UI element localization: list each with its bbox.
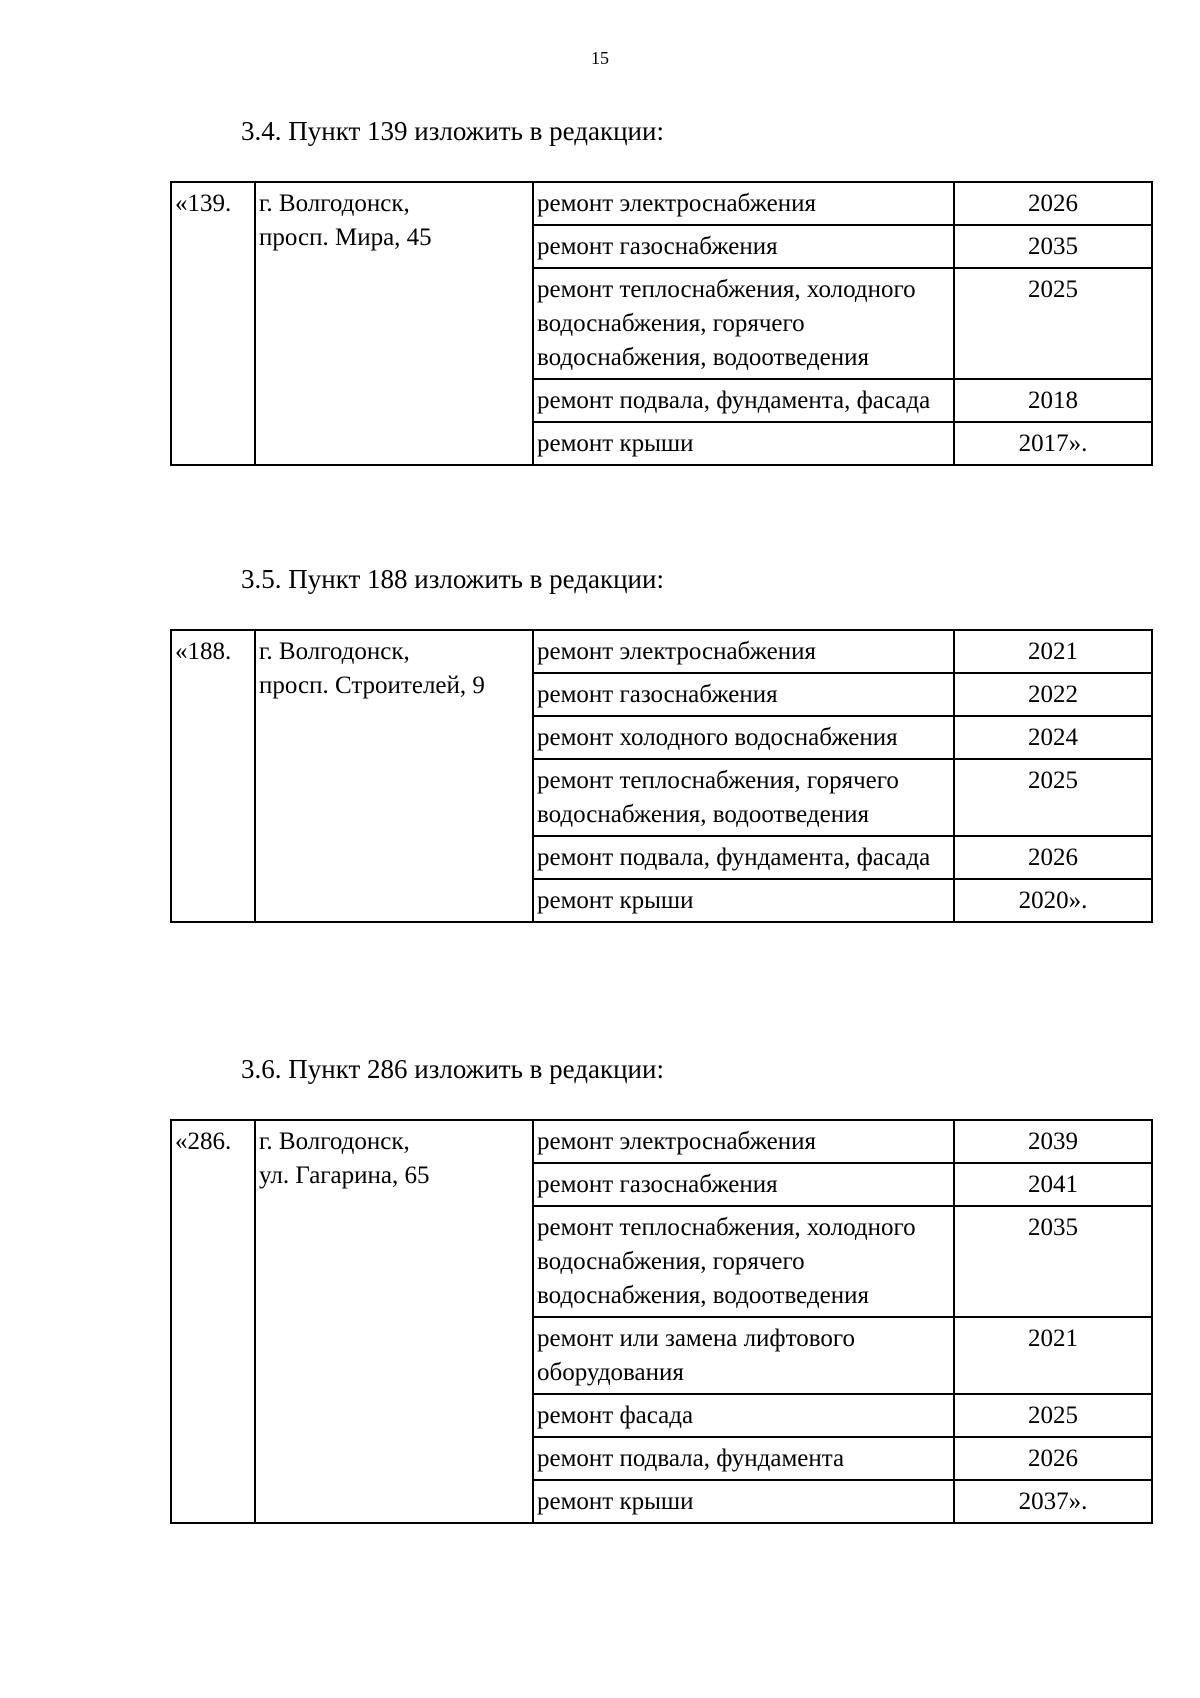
- works-table: [170, 181, 1153, 466]
- page-number: 15: [591, 48, 609, 68]
- work-type: ремонт подвала, фундамента, фасада: [533, 836, 954, 879]
- work-year: 2025: [954, 268, 1152, 379]
- work-year: 2022: [954, 673, 1152, 716]
- work-year: 2026: [954, 836, 1152, 879]
- work-year: 2026: [954, 1437, 1152, 1480]
- work-type: ремонт холодного водоснабжения: [533, 716, 954, 759]
- work-type: ремонт подвала, фундамента: [533, 1437, 954, 1480]
- work-year: 2039: [954, 1120, 1152, 1163]
- item-address: г. Волгодонск, просп. Строителей, 9: [255, 630, 533, 922]
- section-heading: 3.5. Пункт 188 изложить в редакции:: [241, 564, 664, 594]
- work-type: ремонт теплоснабжения, горячего водоснабжения, водоотведения: [533, 759, 954, 836]
- section-heading: 3.6. Пункт 286 изложить в редакции:: [241, 1054, 664, 1084]
- item-number: «139.: [171, 182, 255, 465]
- work-year: 2020».: [954, 879, 1152, 922]
- works-table: [170, 1119, 1153, 1524]
- work-year: 2041: [954, 1163, 1152, 1206]
- work-year: 2017».: [954, 422, 1152, 465]
- work-type: ремонт электроснабжения: [533, 1120, 954, 1163]
- work-type: ремонт фасада: [533, 1394, 954, 1437]
- work-type: ремонт крыши: [533, 1480, 954, 1523]
- work-type: ремонт электроснабжения: [533, 182, 954, 225]
- work-type: ремонт крыши: [533, 879, 954, 922]
- work-type: ремонт теплоснабжения, холодного водоснабжения, горячего водоснабжения, водоотведения: [533, 1206, 954, 1317]
- work-type: ремонт газоснабжения: [533, 673, 954, 716]
- item-address: г. Волгодонск, просп. Мира, 45: [255, 182, 533, 465]
- work-year: 2018: [954, 379, 1152, 422]
- work-year: 2021: [954, 1317, 1152, 1394]
- work-type: ремонт подвала, фундамента, фасада: [533, 379, 954, 422]
- work-type: ремонт газоснабжения: [533, 1163, 954, 1206]
- work-year: 2021: [954, 630, 1152, 673]
- work-year: 2037».: [954, 1480, 1152, 1523]
- work-type: ремонт газоснабжения: [533, 225, 954, 268]
- work-type: ремонт крыши: [533, 422, 954, 465]
- table-row: [171, 1120, 1152, 1163]
- work-year: 2024: [954, 716, 1152, 759]
- section-heading: 3.4. Пункт 139 изложить в редакции:: [241, 116, 664, 146]
- work-type: ремонт электроснабжения: [533, 630, 954, 673]
- work-year: 2025: [954, 759, 1152, 836]
- item-number: «188.: [171, 630, 255, 922]
- work-year: 2025: [954, 1394, 1152, 1437]
- work-year: 2035: [954, 1206, 1152, 1317]
- work-year: 2026: [954, 182, 1152, 225]
- work-type: ремонт теплоснабжения, холодного водоснабжения, горячего водоснабжения, водоотведения: [533, 268, 954, 379]
- works-table: [170, 629, 1153, 923]
- item-address: г. Волгодонск, ул. Гагарина, 65: [255, 1120, 533, 1523]
- item-number: «286.: [171, 1120, 255, 1523]
- work-year: 2035: [954, 225, 1152, 268]
- table-row: [171, 182, 1152, 225]
- work-type: ремонт или замена лифтового оборудования: [533, 1317, 954, 1394]
- table-row: [171, 630, 1152, 673]
